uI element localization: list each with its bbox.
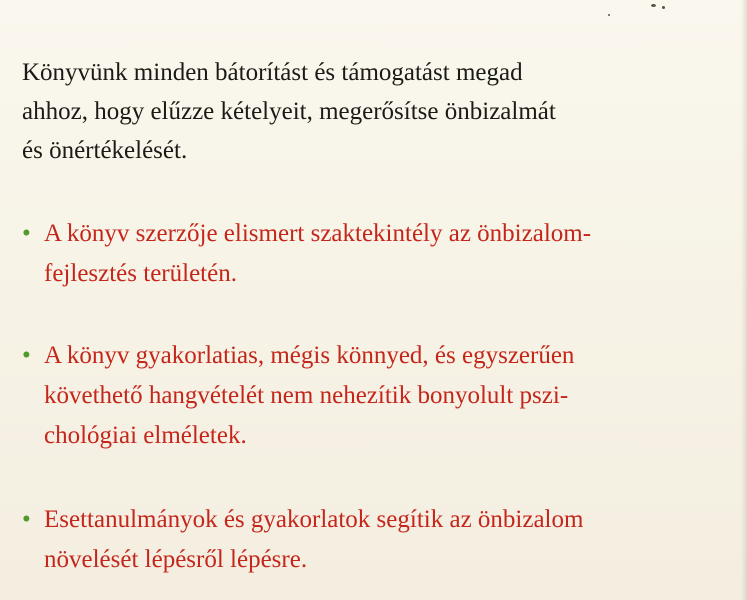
- bullet-line: A könyv gyakorlatias, mégis könnyed, és egyszerűen: [44, 342, 575, 369]
- bullet-line: növelését lépésről lépésre.: [44, 546, 308, 573]
- bullet-line: chológiai elméletek.: [44, 422, 247, 449]
- bullet-line: A könyv szerzője elismert szaktekintély az önbizalom-: [44, 220, 592, 247]
- bullet-line: Esettanulmányok és gyakorlatok segítik az önbizalom: [44, 506, 584, 533]
- intro-line: és önértékelését.: [22, 137, 188, 164]
- intro-line: Könyvünk minden bátorítást és támogatást megad: [22, 59, 523, 86]
- intro-paragraph: [22, 53, 722, 170]
- bullet-text: [44, 500, 727, 580]
- ink-speck-mark: [608, 14, 610, 16]
- bullet-text: [44, 336, 727, 456]
- bullet-marker: •: [22, 220, 31, 247]
- bullet-text: [44, 214, 727, 294]
- bullet-line: követhető hangvételét nem nehezítik bonyolult pszi-: [44, 382, 569, 409]
- bullet-item-case-studies: [22, 500, 727, 580]
- ink-speck-mark: [651, 4, 656, 7]
- bullet-item-style: [22, 336, 727, 456]
- intro-line: ahhoz, hogy elűzze kételyeit, megerősítse önbizalmát: [22, 98, 556, 125]
- ink-speck-mark: [662, 6, 665, 9]
- bullet-line: fejlesztés területén.: [44, 260, 237, 287]
- bullet-marker: •: [22, 342, 31, 369]
- bullet-marker: •: [22, 506, 31, 533]
- bullet-item-author: [22, 214, 727, 294]
- page-edge-shadow: [741, 0, 747, 600]
